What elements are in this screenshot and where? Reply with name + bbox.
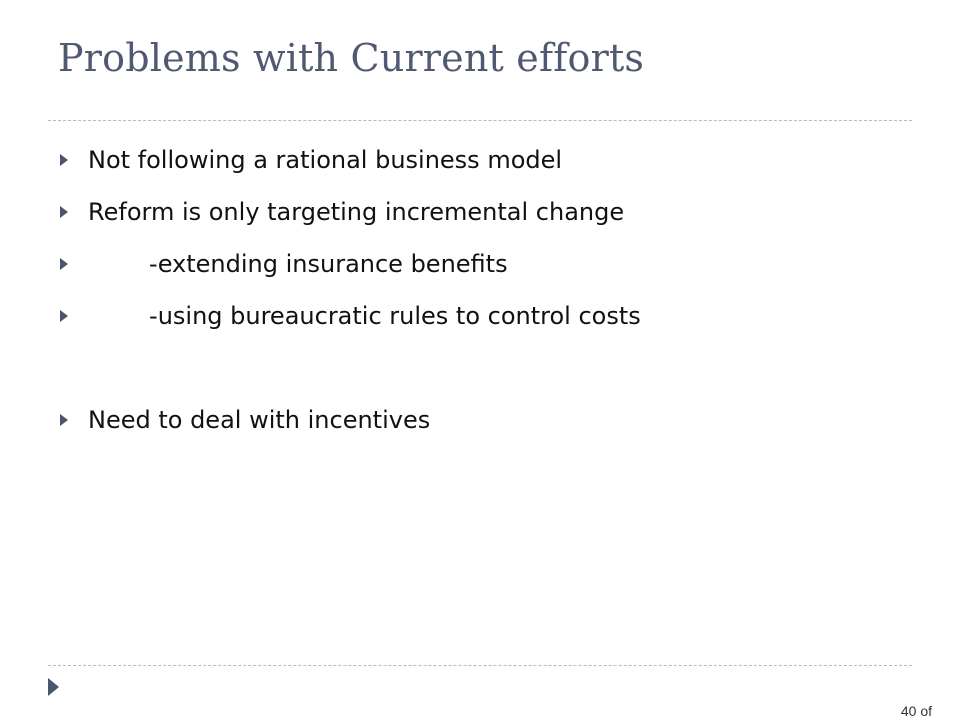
triangle-right-icon — [60, 258, 68, 270]
title-divider — [48, 120, 912, 121]
triangle-right-icon — [60, 154, 68, 166]
triangle-right-icon — [48, 678, 59, 696]
bullet-item — [60, 186, 641, 238]
triangle-right-icon — [60, 206, 68, 218]
bullet-item — [60, 238, 641, 290]
bullet-text: Reform is only targeting incremental change — [88, 198, 625, 226]
bullet-text: Not following a rational business model — [88, 146, 563, 174]
bullet-item — [60, 134, 641, 186]
bullet-text: -extending insurance benefits — [88, 250, 508, 278]
triangle-right-icon — [60, 414, 68, 426]
bullet-text: -using bureaucratic rules to control costs — [88, 302, 641, 330]
slide-title: Problems with Current efforts — [58, 36, 645, 80]
triangle-right-icon — [60, 310, 68, 322]
footer-divider — [48, 665, 912, 666]
bullet-text: Need to deal with incentives — [88, 406, 431, 434]
bullet-list — [60, 134, 641, 446]
page-number: 40 of — [900, 703, 932, 719]
bullet-item — [60, 290, 641, 342]
bullet-item — [60, 394, 641, 446]
